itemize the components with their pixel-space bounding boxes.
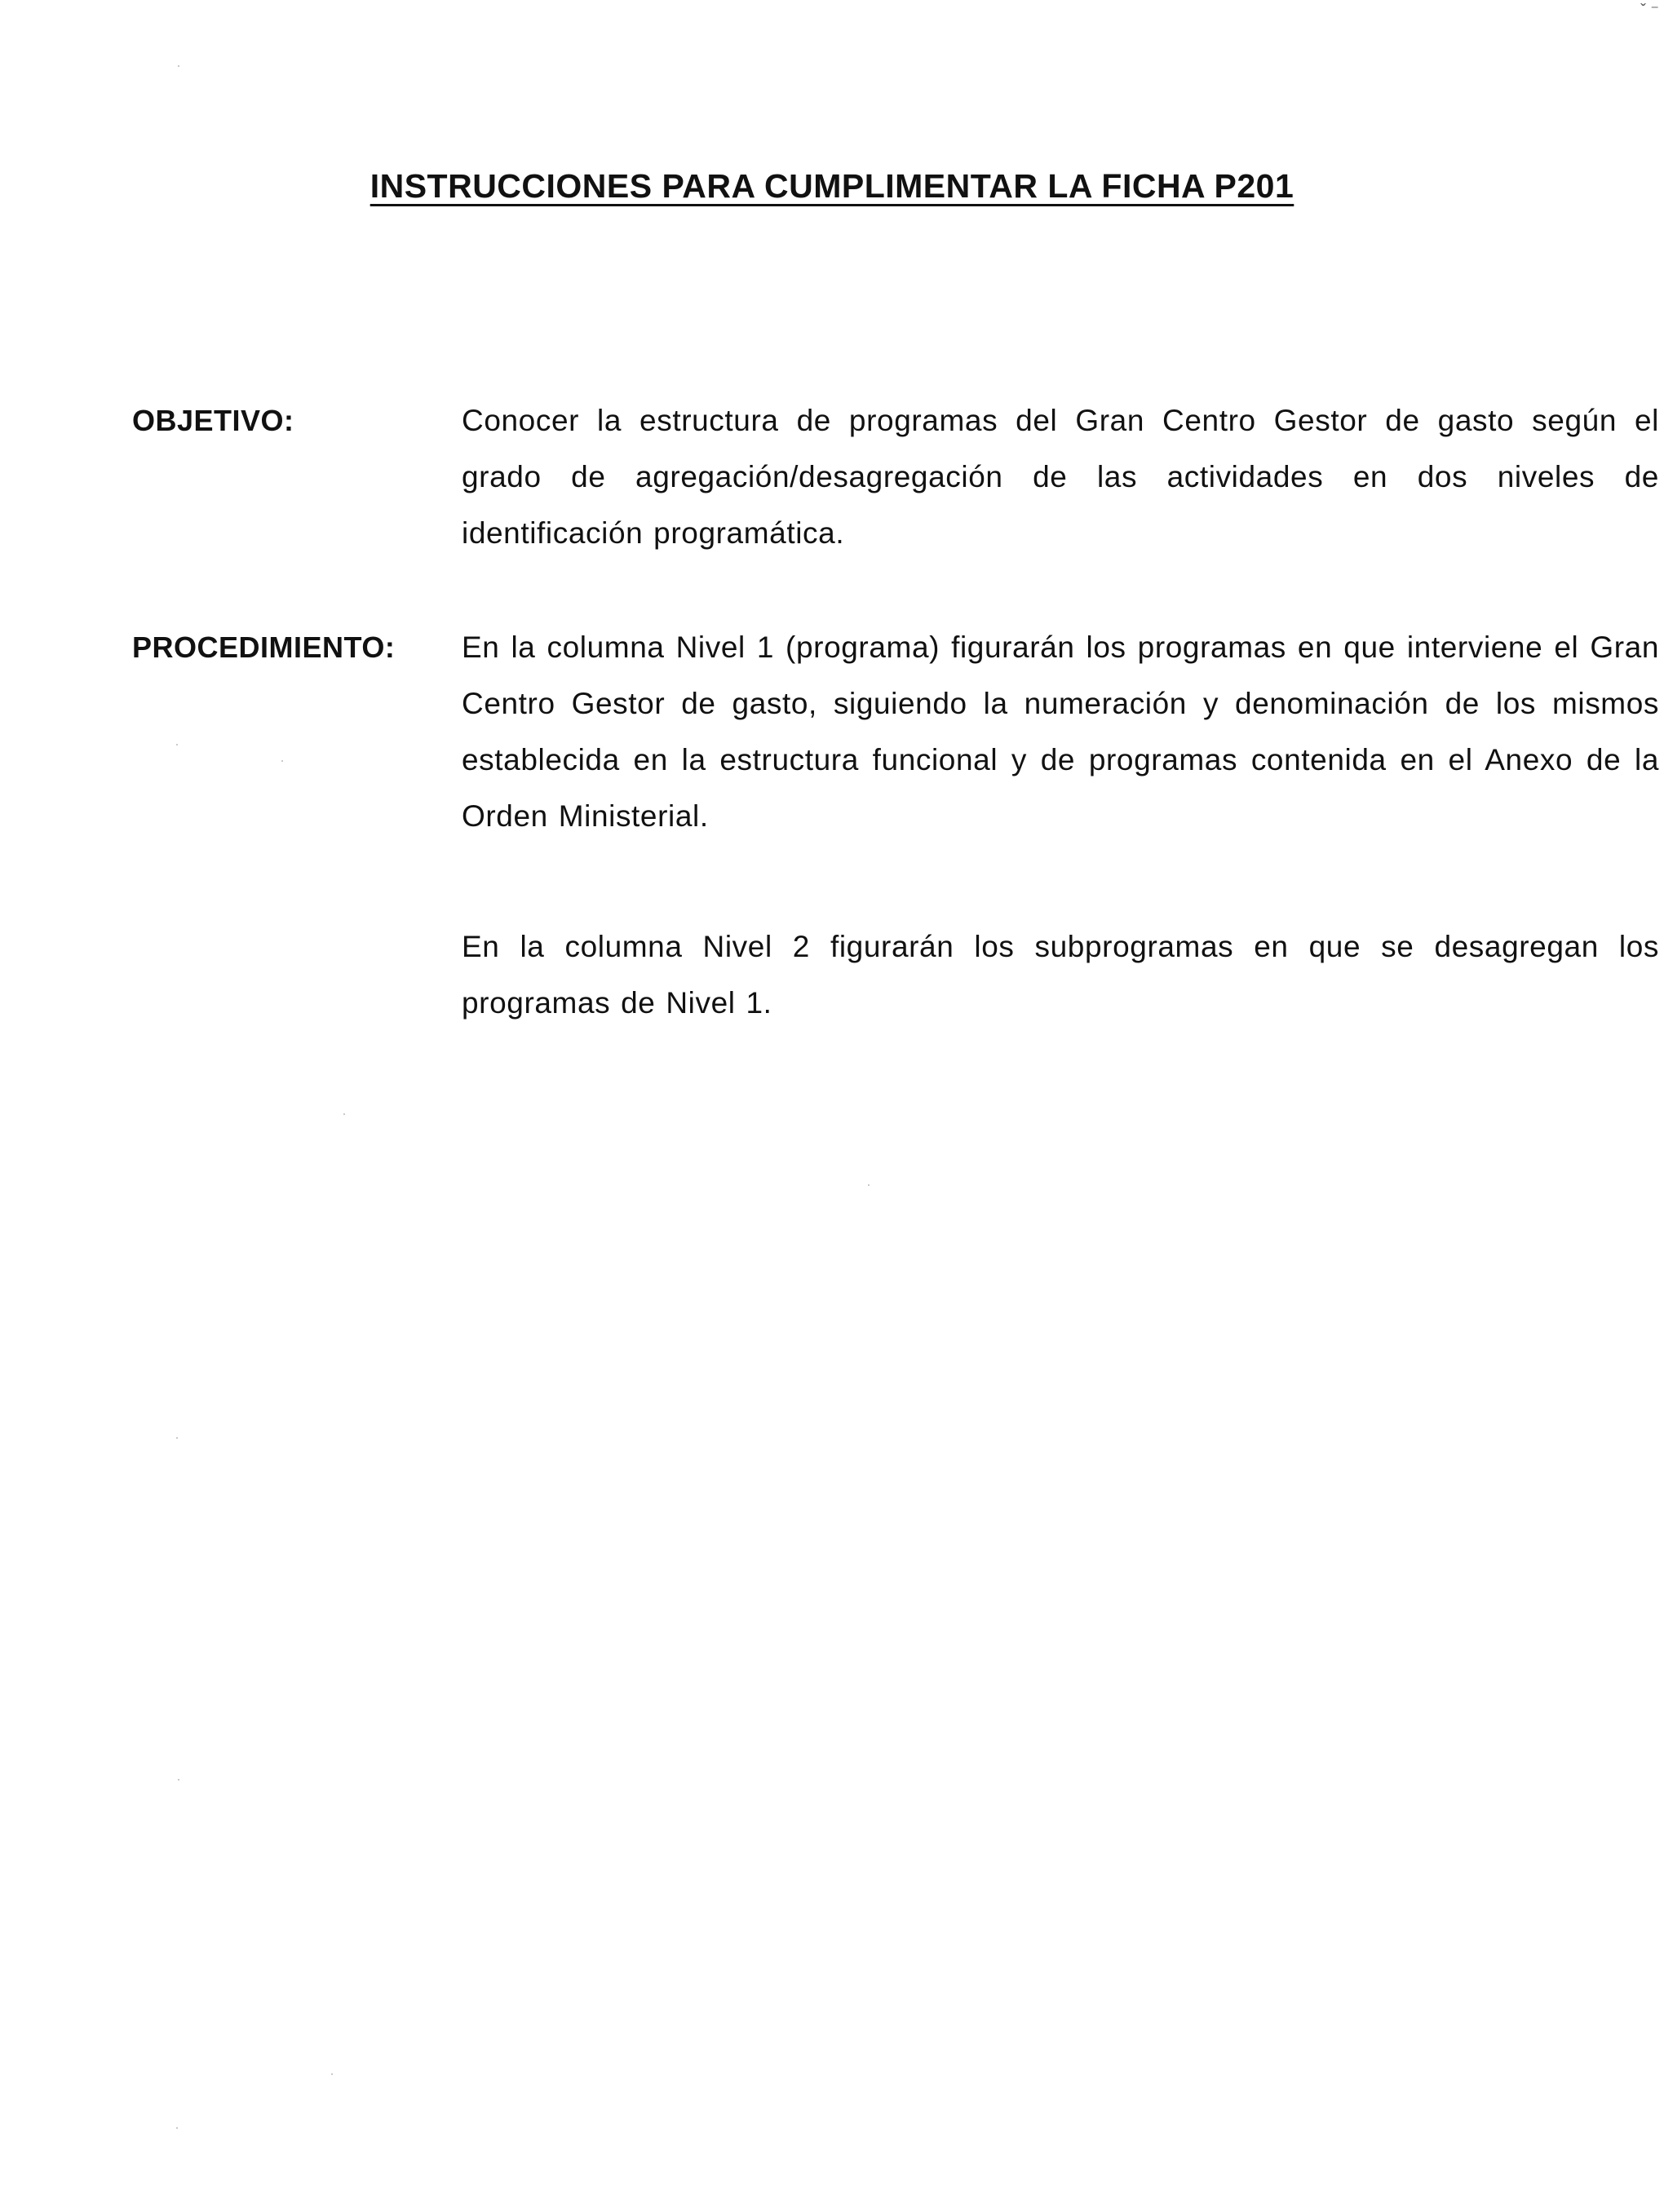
procedimiento-paragraph-2: En la columna Nivel 2 figurarán los subprogramas en que se desagregan los programas de Nivel 1. xyxy=(462,930,1659,1020)
objetivo-paragraph: Conocer la estructura de programas del Gran Centro Gestor de gasto según el grado de agregación/desagregación de las actividades en dos niveles de identificación programática. xyxy=(462,404,1659,550)
scan-speck xyxy=(868,1184,870,1186)
section-label-procedimiento: PROCEDIMIENTO: xyxy=(132,630,396,664)
scan-speck xyxy=(178,1779,179,1781)
scan-corner-mark: ˇ ⁻ xyxy=(1640,2,1659,20)
scan-speck xyxy=(281,760,283,762)
scan-speck xyxy=(178,65,179,67)
scan-speck xyxy=(176,744,178,745)
scan-speck xyxy=(343,1113,345,1115)
document-title xyxy=(0,167,1664,206)
section-label-objetivo: OBJETIVO: xyxy=(132,404,294,437)
scan-speck xyxy=(331,2073,333,2075)
scan-speck xyxy=(176,2127,178,2129)
procedimiento-paragraph-1: En la columna Nivel 1 (programa) figurarán los programas en que interviene el Gran Centro Gestor de gasto, siguiendo la numeración y denominación de los mismos establecida en la estructura funcional y de programas contenida en el Anexo de la Orden Ministerial. xyxy=(462,630,1659,833)
document-title-text: INSTRUCCIONES PARA CUMPLIMENTAR LA FICHA P201 xyxy=(370,167,1294,205)
scan-speck xyxy=(176,1437,178,1439)
